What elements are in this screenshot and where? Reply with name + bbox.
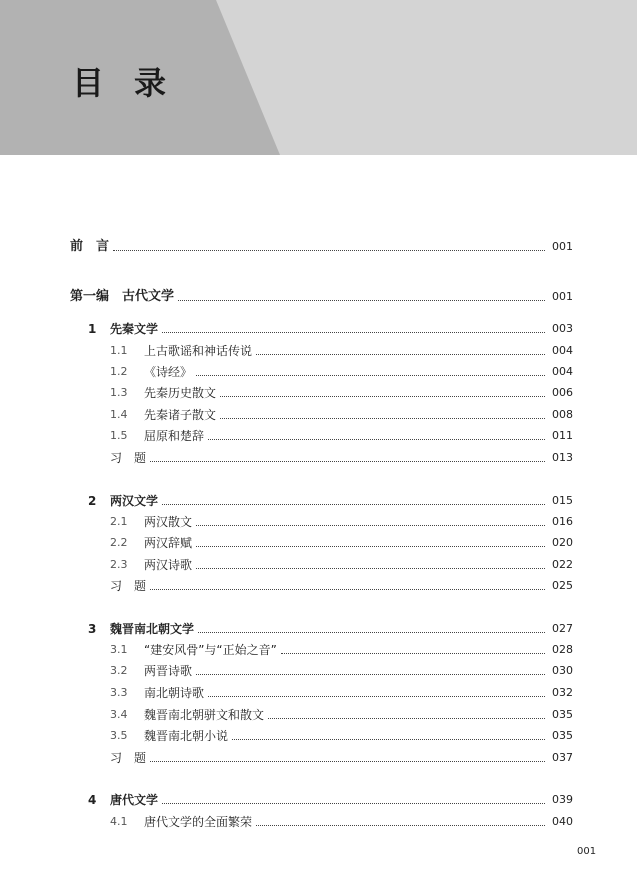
dot-leader [208, 695, 545, 697]
toc-entry-label [110, 449, 146, 467]
toc-entry[interactable] [110, 749, 573, 767]
toc-entry-title: 魏晋南北朝文学 [110, 622, 195, 636]
toc-entry[interactable] [110, 513, 573, 531]
dot-leader [220, 417, 545, 419]
toc-entry-title: 上古歌谣和神话传说 [144, 344, 253, 358]
toc-entry[interactable] [88, 320, 573, 338]
toc-entry-title: 两汉散文 [144, 515, 193, 529]
toc-entry-page: 008 [552, 408, 573, 421]
toc-entry[interactable] [70, 238, 573, 256]
toc-entry-page: 030 [552, 664, 573, 677]
dot-leader [220, 395, 545, 397]
toc-entry-label [110, 813, 252, 831]
toc-entry-title: 两汉文学 [110, 494, 159, 508]
toc-entry-title: 先秦历史散文 [144, 386, 217, 400]
dot-leader [113, 249, 545, 251]
toc-entry[interactable] [110, 342, 573, 360]
toc-entry-page: 027 [552, 622, 573, 635]
toc-entry-label [70, 288, 174, 306]
toc-entry-number: 3 [88, 622, 97, 636]
toc-entry-page: 006 [552, 386, 573, 399]
toc-entry-page: 004 [552, 365, 573, 378]
toc-entry[interactable] [70, 288, 573, 306]
toc-entry-title: 习 题 [110, 451, 147, 465]
toc-entry-title: 《诗经》 [144, 365, 193, 379]
dot-leader [198, 631, 545, 633]
dot-leader [150, 588, 545, 590]
toc-entry-label [110, 513, 192, 531]
toc-entry[interactable] [88, 791, 573, 809]
toc-entry[interactable] [110, 534, 573, 552]
dot-leader [196, 567, 545, 569]
toc-entry-title: 两汉诗歌 [144, 558, 193, 572]
toc-entry[interactable] [110, 363, 573, 381]
toc-entry-label [110, 384, 216, 402]
toc-entry-title: 先秦诸子散文 [144, 408, 217, 422]
toc-entry-title: 魏晋南北朝小说 [144, 729, 229, 743]
toc-entry-title: 两汉辞赋 [144, 536, 193, 550]
toc-entry-page: 025 [552, 579, 573, 592]
toc-entry-label [110, 749, 146, 767]
dot-leader [196, 673, 545, 675]
toc-entry-number: 3.4 [110, 708, 128, 721]
toc-entry-number: 2.2 [110, 536, 128, 549]
dot-leader [196, 374, 545, 376]
toc-entry-page: 004 [552, 344, 573, 357]
toc-entry-page: 037 [552, 751, 573, 764]
toc-entry-label [110, 342, 252, 360]
toc-entry[interactable] [110, 813, 573, 831]
toc-entry-page: 015 [552, 494, 573, 507]
dot-leader [162, 802, 545, 804]
toc-entry-title: 习 题 [110, 579, 147, 593]
toc-entry-title: 第一编 古代文学 [70, 289, 175, 304]
toc-entry-label [110, 534, 192, 552]
toc-entry-label [110, 684, 204, 702]
toc-entry[interactable] [88, 492, 573, 510]
toc-entry-label [110, 577, 146, 595]
toc-entry-page: 035 [552, 729, 573, 742]
toc-entry-label [110, 727, 228, 745]
toc-entry[interactable] [110, 556, 573, 574]
title-char-2: 录 [134, 64, 167, 102]
dot-leader [150, 460, 545, 462]
toc-entry-number: 3.3 [110, 686, 128, 699]
title-char-1: 目 [72, 64, 105, 102]
toc-entry[interactable] [110, 727, 573, 745]
page-title [72, 58, 166, 104]
toc-entry-label [88, 492, 158, 510]
toc-entry-page: 013 [552, 451, 573, 464]
toc-entry-title: 屈原和楚辞 [144, 429, 205, 443]
toc-entry-page: 011 [552, 429, 573, 442]
dot-leader [256, 824, 545, 826]
toc-entry-number: 4.1 [110, 815, 128, 828]
toc-entry-title: 魏晋南北朝骈文和散文 [144, 708, 265, 722]
toc-entry-number: 1.2 [110, 365, 128, 378]
toc-entry-title: 南北朝诗歌 [144, 686, 205, 700]
toc-entry-label [70, 238, 109, 256]
toc-entry-number: 1.5 [110, 429, 128, 442]
toc-entry-title: 唐代文学 [110, 793, 159, 807]
toc-entry-label [88, 620, 194, 638]
dot-leader [208, 438, 545, 440]
toc-entry-number: 4 [88, 793, 97, 807]
toc-entry[interactable] [110, 684, 573, 702]
toc-entry-label [88, 791, 158, 809]
dot-leader [232, 738, 545, 740]
toc-entry[interactable] [110, 427, 573, 445]
toc-entry-title: 两晋诗歌 [144, 664, 193, 678]
toc-entry-number: 2 [88, 494, 97, 508]
toc-entry-page: 039 [552, 793, 573, 806]
dot-leader [281, 652, 545, 654]
toc-entry-number: 3.2 [110, 664, 128, 677]
header-band [0, 0, 637, 155]
dot-leader [178, 299, 545, 301]
toc-entry-label [110, 662, 192, 680]
toc-entry-title: “建安风骨”与“正始之音” [144, 643, 277, 657]
toc-entry-number: 2.3 [110, 558, 128, 571]
toc-entry-label [110, 706, 264, 724]
toc-entry-title: 先秦文学 [110, 322, 159, 336]
dot-leader [268, 717, 545, 719]
toc-entry[interactable] [110, 384, 573, 402]
toc-entry-page: 022 [552, 558, 573, 571]
toc-entry-page: 001 [552, 290, 573, 303]
toc-entry-number: 1 [88, 322, 97, 336]
toc-entry-page: 001 [552, 240, 573, 253]
toc-entry-number: 1.1 [110, 344, 128, 357]
toc-entry-page: 020 [552, 536, 573, 549]
toc-entry-number: 3.1 [110, 643, 128, 656]
toc-entry[interactable] [110, 406, 573, 424]
toc-entry[interactable] [110, 449, 573, 467]
dot-leader [196, 524, 545, 526]
dot-leader [256, 353, 545, 355]
toc-entry-page: 035 [552, 708, 573, 721]
toc-entry-number: 3.5 [110, 729, 128, 742]
dot-leader [196, 545, 545, 547]
toc-entry-page: 040 [552, 815, 573, 828]
toc-entry-page: 016 [552, 515, 573, 528]
toc-entry-number: 1.3 [110, 386, 128, 399]
toc-entry[interactable] [110, 577, 573, 595]
toc-entry-label [110, 363, 192, 381]
dot-leader [162, 503, 545, 505]
toc-entry-title: 前 言 [70, 239, 110, 254]
dot-leader [162, 331, 545, 333]
toc-entry-title: 唐代文学的全面繁荣 [144, 815, 253, 829]
toc-entry[interactable] [110, 706, 573, 724]
toc-entry-label [110, 406, 216, 424]
toc-entry-number: 1.4 [110, 408, 128, 421]
toc-entry-label [110, 427, 204, 445]
toc-entry-page: 028 [552, 643, 573, 656]
dot-leader [150, 760, 545, 762]
toc-entry-label [110, 641, 277, 659]
toc-entry-number: 2.1 [110, 515, 128, 528]
toc-entry-label [110, 556, 192, 574]
toc-entry[interactable] [88, 620, 573, 638]
toc-entry-page: 032 [552, 686, 573, 699]
page-number: 001 [577, 846, 597, 857]
toc-entry-title: 习 题 [110, 751, 147, 765]
toc-entry[interactable] [110, 662, 573, 680]
toc-entry-page: 003 [552, 322, 573, 335]
toc-entry[interactable] [110, 641, 573, 659]
toc-entry-label [88, 320, 158, 338]
